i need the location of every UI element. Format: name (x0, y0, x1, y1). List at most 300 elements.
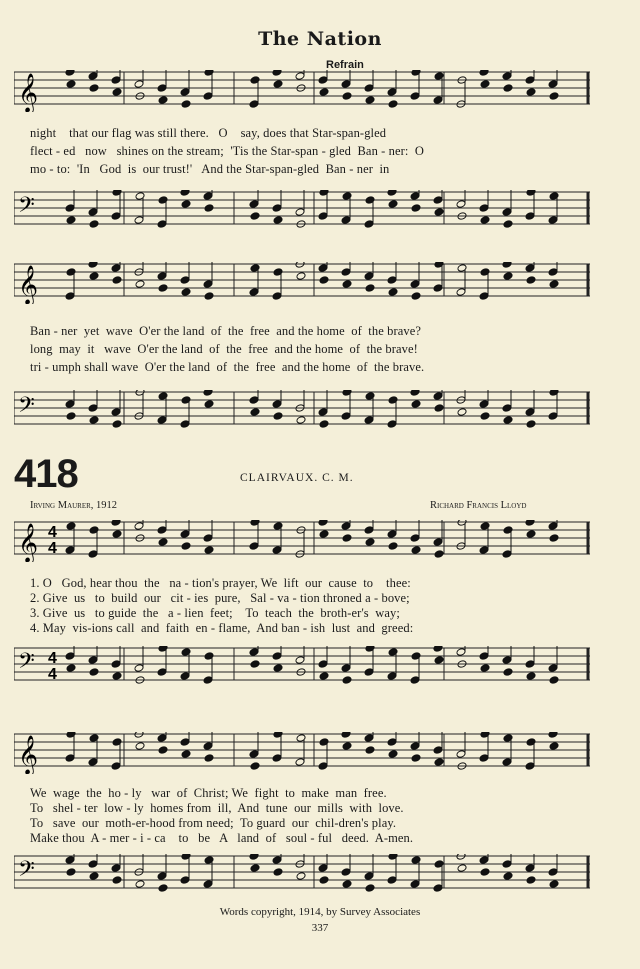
lyric-line-3: tri - umph shall wave O'er the land of the free and the home of the brave. (30, 360, 425, 374)
notehead (456, 288, 466, 297)
notehead (479, 546, 489, 555)
notehead (365, 96, 375, 105)
notehead (411, 546, 421, 555)
notehead (296, 872, 306, 881)
notehead (502, 262, 512, 268)
notehead (295, 72, 305, 81)
notehead (525, 408, 535, 417)
notehead (111, 212, 121, 221)
lyric-verse-3: 3. Give us to guide the a - lien feet; To teach the broth-er's way; (30, 606, 400, 620)
notehead (295, 262, 305, 268)
notehead (388, 200, 398, 209)
notehead (526, 672, 536, 681)
notehead (548, 868, 558, 877)
author-credit: Irving Maurer, 1912 (30, 500, 118, 511)
notehead (249, 648, 259, 657)
notehead (341, 412, 351, 421)
notehead (203, 742, 213, 751)
notehead (158, 746, 168, 755)
notehead (134, 522, 144, 531)
notehead (548, 522, 558, 531)
notehead (180, 876, 190, 885)
notehead (364, 668, 374, 677)
notehead (111, 408, 121, 417)
notehead (112, 276, 122, 285)
notehead (479, 400, 489, 409)
notehead (479, 204, 489, 213)
notehead (273, 868, 283, 877)
section-title: The Nation (258, 28, 382, 50)
notehead (180, 672, 190, 681)
notehead (111, 762, 121, 771)
notehead (204, 400, 214, 409)
notehead (502, 404, 512, 413)
notehead (65, 754, 75, 763)
notehead (341, 522, 351, 531)
hymn-number: 418 (14, 452, 78, 496)
notehead (66, 868, 76, 877)
notehead (525, 520, 535, 526)
notehead (549, 742, 559, 751)
notehead (181, 200, 191, 209)
notehead (181, 542, 191, 551)
notehead (250, 408, 260, 417)
notehead (157, 734, 167, 743)
notehead (433, 646, 443, 652)
lyric-line-2: long may it wave O'er the land of the free and the home of the brave! (30, 342, 418, 356)
notehead (134, 732, 144, 738)
notehead (272, 856, 282, 865)
notehead (249, 288, 259, 297)
lyric-line-1: night that our flag was still there. O say, does that Star-span-gled (30, 126, 387, 140)
notehead (65, 652, 75, 661)
notehead (112, 420, 122, 429)
notehead (548, 216, 558, 225)
lyric-verse-4: Make thou A - mer - i - ca to be A land of soul - ful deed. A-men. (30, 831, 414, 845)
notehead (479, 754, 489, 763)
lyric-verse-4: 4. May vis-ions call and faith en - flame, And ban - ish lust and greed: (30, 621, 414, 635)
notehead (341, 732, 351, 738)
notehead (111, 660, 121, 669)
notehead (456, 200, 466, 209)
bass-staff (14, 190, 590, 232)
notehead (318, 520, 328, 526)
notehead (502, 656, 512, 665)
notehead (456, 750, 466, 759)
notehead (502, 72, 512, 81)
notehead (295, 656, 305, 665)
notehead (387, 530, 397, 539)
notehead (364, 526, 374, 535)
notehead (111, 76, 121, 85)
notehead (89, 272, 99, 281)
notehead (479, 856, 489, 865)
notehead (387, 672, 397, 681)
notehead (502, 550, 512, 559)
notehead (456, 854, 466, 860)
notehead (388, 750, 398, 759)
notehead (65, 70, 75, 76)
notehead (158, 884, 168, 893)
notehead (318, 864, 328, 873)
notehead (135, 880, 145, 889)
notehead (180, 276, 190, 285)
notehead (341, 216, 351, 225)
notehead (319, 420, 329, 429)
lyric-line-2: flect - ed now shines on the stream; 'Tis the Star-span - gled Ban - ner: O (30, 144, 425, 158)
notehead (273, 412, 283, 421)
notehead (319, 276, 329, 285)
notehead (250, 212, 260, 221)
bass-staff (14, 390, 590, 432)
music-system-4 (14, 732, 590, 902)
notehead (433, 746, 443, 755)
notehead (88, 208, 98, 217)
notehead (318, 212, 328, 221)
notehead (88, 758, 98, 767)
notehead (433, 538, 443, 547)
music-system-1 (14, 70, 590, 250)
notehead (548, 80, 558, 89)
lyric-verse-1: We wage the ho - ly war of Christ; We fight to make man free. (30, 786, 387, 800)
notehead (411, 400, 421, 409)
treble-staff (14, 732, 590, 774)
notehead (66, 664, 76, 673)
lyric-verse-2: To shel - ter low - ly homes from ill, And tune our mills with love. (30, 801, 404, 815)
notehead (203, 92, 213, 101)
notehead (433, 884, 443, 893)
bass-staff (14, 854, 590, 896)
notehead (273, 80, 283, 89)
treble-clef-icon: 𝄞 (18, 523, 39, 562)
notehead (135, 280, 145, 289)
notehead (180, 530, 190, 539)
notehead (549, 92, 559, 101)
notehead (111, 864, 121, 873)
notehead (387, 276, 397, 285)
notehead (434, 656, 444, 665)
notehead (88, 404, 98, 413)
notehead (204, 754, 214, 763)
refrain-label: Refrain (326, 59, 364, 71)
notehead (65, 546, 75, 555)
notehead (479, 70, 489, 76)
notehead (181, 288, 191, 297)
notehead (112, 876, 122, 885)
notehead (526, 276, 536, 285)
notehead (365, 538, 375, 547)
notehead (272, 70, 282, 76)
notehead (387, 88, 397, 97)
notehead (157, 220, 167, 229)
notehead (503, 84, 513, 93)
composer-credit: Richard Francis Lloyd (430, 500, 527, 511)
notehead (434, 758, 444, 767)
notehead (180, 420, 190, 429)
notehead (342, 92, 352, 101)
notehead (433, 196, 443, 205)
notehead (249, 542, 259, 551)
notehead (249, 396, 259, 405)
notehead (295, 758, 305, 767)
notehead (89, 84, 99, 93)
notehead (342, 280, 352, 289)
notehead (65, 204, 75, 213)
treble-staff (14, 520, 590, 562)
notehead (434, 208, 444, 217)
notehead (181, 750, 191, 759)
notehead (503, 668, 513, 677)
treble-clef-icon: 𝄞 (18, 265, 39, 304)
notehead (525, 212, 535, 221)
notehead (365, 884, 375, 893)
notehead (480, 216, 490, 225)
notehead (204, 546, 214, 555)
notehead (89, 668, 99, 677)
lyric-line-3: mo - to: 'In God is our trust!' And the Star-span-gled Ban - ner in (30, 162, 390, 176)
notehead (112, 88, 122, 97)
notehead (387, 420, 397, 429)
notehead (364, 272, 374, 281)
notehead (157, 526, 167, 535)
notehead (203, 534, 213, 543)
notehead (319, 876, 329, 885)
notehead (526, 420, 536, 429)
notehead (203, 390, 213, 396)
notehead (88, 72, 98, 81)
notehead (158, 284, 168, 293)
notehead (365, 284, 375, 293)
time-signature: 4 (48, 540, 57, 557)
notehead (548, 732, 558, 738)
notehead (364, 872, 374, 881)
notehead (410, 676, 420, 685)
notehead (411, 754, 421, 763)
notehead (273, 664, 283, 673)
notehead (549, 534, 559, 543)
notehead (387, 738, 397, 747)
notehead (410, 742, 420, 751)
notehead (411, 204, 421, 213)
time-signature: 4 (48, 666, 57, 683)
notehead (66, 80, 76, 89)
notehead (525, 264, 535, 273)
notehead (203, 192, 213, 201)
notehead (66, 412, 76, 421)
notehead (480, 664, 490, 673)
time-signature: 4 (48, 650, 57, 667)
notehead (342, 742, 352, 751)
notehead (272, 754, 282, 763)
notehead (503, 220, 513, 229)
notehead (111, 520, 121, 526)
lyric-verse-1: 1. O God, hear thou the na - tion's prayer, We lift our cause to thee: (30, 576, 411, 590)
notehead (249, 200, 259, 209)
notehead (157, 272, 167, 281)
notehead (342, 534, 352, 543)
notehead (296, 416, 306, 425)
notehead (503, 272, 513, 281)
notehead (250, 762, 260, 771)
notehead (387, 876, 397, 885)
notehead (525, 76, 535, 85)
notehead (388, 542, 398, 551)
notehead (341, 868, 351, 877)
notehead (456, 648, 466, 657)
bass-clef-icon: 𝄢 (18, 649, 35, 679)
notehead (249, 750, 259, 759)
notehead (503, 416, 513, 425)
notehead (204, 204, 214, 213)
notehead (181, 100, 191, 109)
notehead (364, 734, 374, 743)
notehead (319, 530, 329, 539)
notehead (548, 664, 558, 673)
notehead (365, 746, 375, 755)
notehead (410, 280, 420, 289)
notehead (157, 668, 167, 677)
notehead (364, 84, 374, 93)
notehead (65, 292, 75, 301)
notehead (65, 856, 75, 865)
notehead (112, 672, 122, 681)
notehead (364, 416, 374, 425)
notehead (410, 880, 420, 889)
notehead (502, 860, 512, 869)
notehead (318, 660, 328, 669)
notehead (503, 872, 513, 881)
notehead (410, 534, 420, 543)
bass-staff (14, 646, 590, 688)
bass-clef-icon: 𝄢 (18, 193, 35, 223)
notehead (88, 860, 98, 869)
notehead (479, 652, 489, 661)
bass-clef-icon: 𝄢 (18, 393, 35, 423)
notehead (318, 762, 328, 771)
notehead (89, 220, 99, 229)
notehead (296, 272, 306, 281)
notehead (434, 550, 444, 559)
notehead (526, 876, 536, 885)
notehead (88, 262, 98, 268)
notehead (410, 390, 420, 396)
tune-name: CLAIRVAUX. C. M. (240, 472, 354, 484)
notehead (88, 656, 98, 665)
notehead (457, 408, 467, 417)
music-system-2 (14, 262, 590, 442)
notehead (319, 672, 329, 681)
notehead (434, 404, 444, 413)
notehead (203, 280, 213, 289)
notehead (479, 292, 489, 301)
notehead (387, 190, 397, 196)
notehead (272, 400, 282, 409)
notehead (411, 292, 421, 301)
notehead (341, 664, 351, 673)
notehead (157, 872, 167, 881)
notehead (250, 864, 260, 873)
lyric-verse-3: To save our moth-er-hood from need; To guard our chil-dren's play. (30, 816, 397, 830)
notehead (272, 204, 282, 213)
notehead (157, 416, 167, 425)
notehead (457, 864, 467, 873)
notehead (318, 264, 328, 273)
notehead (549, 880, 559, 889)
notehead (410, 192, 420, 201)
notehead (549, 676, 559, 685)
notehead (342, 880, 352, 889)
notehead (433, 96, 443, 105)
notehead (548, 268, 558, 277)
copyright-notice: Words copyright, 1914, by Survey Associates (219, 906, 421, 918)
notehead (111, 264, 121, 273)
notehead (134, 216, 144, 225)
notehead (250, 660, 260, 669)
notehead (272, 652, 282, 661)
treble-clef-icon: 𝄞 (18, 735, 39, 774)
notehead (203, 880, 213, 889)
notehead (526, 530, 536, 539)
treble-clef-icon: 𝄞 (18, 73, 39, 112)
notehead (135, 742, 145, 751)
notehead (433, 284, 443, 293)
notehead (204, 292, 214, 301)
notehead (433, 392, 443, 401)
bass-clef-icon: 𝄢 (18, 857, 35, 887)
notehead (180, 738, 190, 747)
notehead (480, 412, 490, 421)
notehead (525, 762, 535, 771)
lyric-line-1: Ban - ner yet wave O'er the land of the free and the home of the brave? (30, 324, 421, 338)
notehead (157, 84, 167, 93)
notehead (480, 868, 490, 877)
notehead (549, 280, 559, 289)
notehead (525, 864, 535, 873)
notehead (410, 92, 420, 101)
notehead (249, 854, 259, 860)
notehead (158, 538, 168, 547)
notehead (273, 216, 283, 225)
notehead (180, 88, 190, 97)
notehead (89, 872, 99, 881)
notehead (480, 80, 490, 89)
notehead (134, 664, 144, 673)
time-signature: 4 (48, 524, 57, 541)
notehead (341, 80, 351, 89)
notehead (341, 268, 351, 277)
notehead (525, 660, 535, 669)
treble-staff (14, 70, 590, 112)
notehead (295, 208, 305, 217)
notehead (65, 400, 75, 409)
notehead (318, 408, 328, 417)
lyric-verse-2: 2. Give us to build our cit - ies pure, Sal - va - tion throned a - bove; (30, 591, 410, 605)
notehead (134, 80, 144, 89)
notehead (89, 416, 99, 425)
music-system-3 (14, 520, 590, 690)
notehead (272, 292, 282, 301)
notehead (318, 76, 328, 85)
notehead (249, 100, 259, 109)
notehead (388, 288, 398, 297)
notehead (502, 758, 512, 767)
notehead (158, 96, 168, 105)
notehead (526, 88, 536, 97)
notehead (112, 530, 122, 539)
notehead (180, 190, 190, 196)
notehead (548, 412, 558, 421)
notehead (388, 100, 398, 109)
